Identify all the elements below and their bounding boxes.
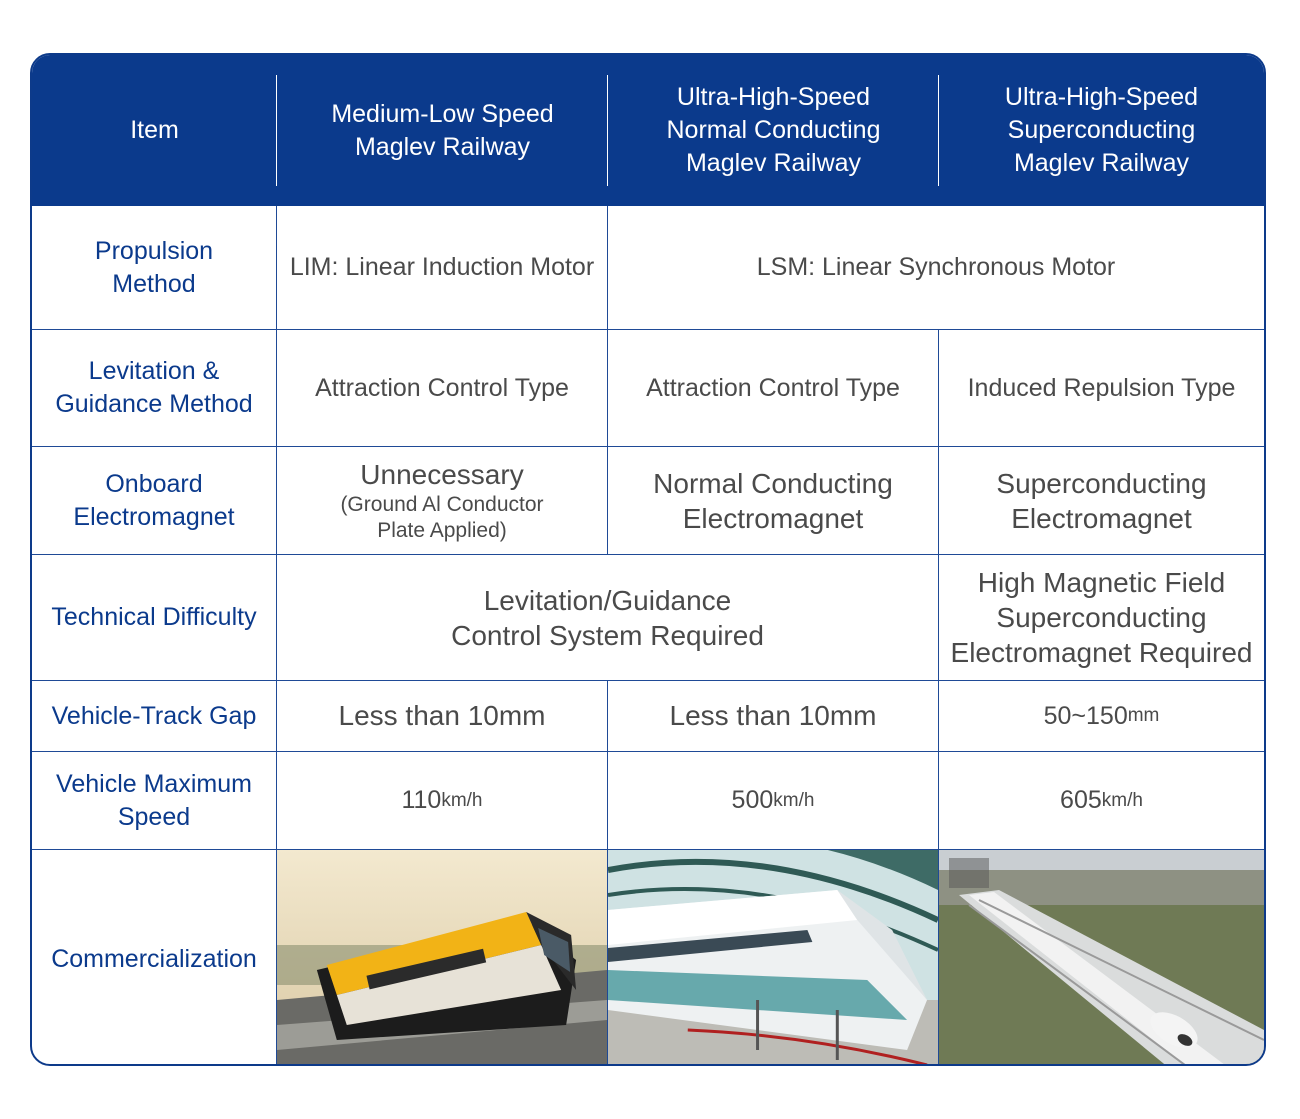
speed-normal-unit: km/h [773, 789, 815, 811]
row-label-electromagnet: Onboard Electromagnet [32, 447, 277, 555]
row-label-gap: Vehicle-Track Gap [32, 681, 277, 752]
cell-electromagnet-normal: Normal Conducting Electromagnet [608, 447, 939, 555]
cell-gap-low: Less than 10mm [277, 681, 608, 752]
cell-difficulty-super: High Magnetic Field Superconducting Electromagnet Required [939, 555, 1264, 681]
row-label-propulsion: Propulsion Method [32, 206, 277, 330]
gap-super-value: 50~150 [1043, 701, 1128, 730]
cell-gap-super [939, 681, 1264, 752]
row-label-commercialization: Commercialization [32, 850, 277, 1066]
speed-super-value: 605 [1060, 786, 1102, 814]
row-label-difficulty: Technical Difficulty [32, 555, 277, 681]
speed-low-unit: km/h [441, 789, 483, 811]
photo-medium-low-speed-train [277, 850, 608, 1066]
cell-levitation-super: Induced Repulsion Type [939, 330, 1264, 447]
gap-super-unit: mm [1127, 705, 1160, 727]
row-label-levitation: Levitation & Guidance Method [32, 330, 277, 447]
electromagnet-low-note: (Ground Al Conductor Plate Applied) [340, 492, 544, 542]
cell-levitation-low: Attraction Control Type [277, 330, 608, 447]
header-medium-low-speed: Medium-Low Speed Maglev Railway [277, 55, 608, 206]
photo-normal-conducting-train [608, 850, 939, 1066]
speed-low-value: 110 [401, 786, 442, 814]
comparison-table [30, 53, 1266, 1066]
electromagnet-low-main: Unnecessary [360, 458, 524, 490]
cell-speed-super [939, 752, 1264, 850]
photo-superconducting-train [939, 850, 1264, 1066]
cell-propulsion-low: LIM: Linear Induction Motor [277, 206, 608, 330]
cell-propulsion-high: LSM: Linear Synchronous Motor [608, 206, 1264, 330]
speed-super-unit: km/h [1101, 789, 1143, 811]
header-normal-conducting: Ultra-High-Speed Normal Conducting Maglev Railway [608, 55, 939, 206]
cell-speed-low [277, 752, 608, 850]
cell-levitation-normal: Attraction Control Type [608, 330, 939, 447]
cell-speed-normal [608, 752, 939, 850]
speed-normal-value: 500 [731, 786, 774, 814]
cell-electromagnet-low [277, 447, 608, 555]
cell-difficulty-low-normal: Levitation/Guidance Control System Required [277, 555, 939, 681]
cell-electromagnet-super: Superconducting Electromagnet [939, 447, 1264, 555]
row-label-speed: Vehicle Maximum Speed [32, 752, 277, 850]
cell-gap-normal: Less than 10mm [608, 681, 939, 752]
header-item: Item [32, 55, 277, 206]
header-superconducting: Ultra-High-Speed Superconducting Maglev Railway [939, 55, 1264, 206]
